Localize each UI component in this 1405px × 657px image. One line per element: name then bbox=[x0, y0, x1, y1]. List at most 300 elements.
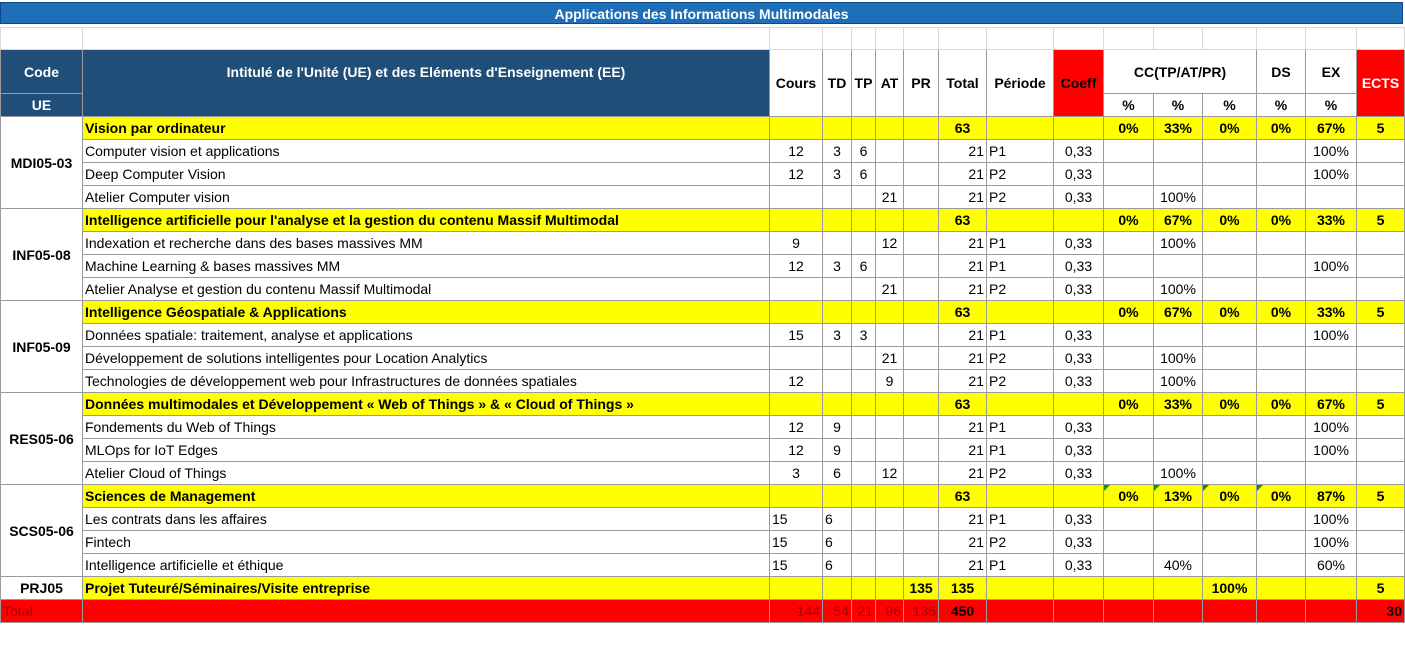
header-ex: EX bbox=[1306, 50, 1357, 94]
empty-cell bbox=[852, 117, 876, 140]
total-cours: 144 bbox=[770, 600, 823, 623]
ee-cc-at bbox=[1154, 163, 1203, 186]
ee-td: 3 bbox=[823, 163, 852, 186]
empty-cell bbox=[904, 301, 939, 324]
ee-row bbox=[1, 416, 1405, 439]
empty-cell bbox=[823, 209, 852, 232]
ee-total: 21 bbox=[939, 255, 987, 278]
ee-at: 21 bbox=[876, 186, 904, 209]
ue-ds: 0% bbox=[1257, 117, 1306, 140]
empty-cell bbox=[987, 117, 1054, 140]
ee-tp: 6 bbox=[852, 163, 876, 186]
empty-cell bbox=[1257, 577, 1306, 600]
empty-cell bbox=[987, 600, 1054, 623]
empty-cell bbox=[876, 301, 904, 324]
ue-row bbox=[1, 301, 1405, 324]
ee-pr bbox=[904, 439, 939, 462]
ee-coeff: 0,33 bbox=[1054, 278, 1104, 301]
ue-name: Données multimodales et Développement « Web of Things » & « Cloud of Things » bbox=[83, 393, 770, 416]
ee-cc-tp bbox=[1104, 416, 1154, 439]
ee-total: 21 bbox=[939, 186, 987, 209]
ee-ds bbox=[1257, 554, 1306, 577]
ee-ex bbox=[1306, 278, 1357, 301]
ee-at bbox=[876, 508, 904, 531]
empty-cell bbox=[770, 393, 823, 416]
ee-tp bbox=[852, 554, 876, 577]
ee-row bbox=[1, 531, 1405, 554]
ee-row bbox=[1, 232, 1405, 255]
header-coeff: Coeff bbox=[1054, 50, 1104, 117]
ee-coeff: 0,33 bbox=[1054, 324, 1104, 347]
ue-cc-pr: 0% bbox=[1203, 209, 1257, 232]
ee-at bbox=[876, 140, 904, 163]
ee-ds bbox=[1257, 324, 1306, 347]
prj-name: Projet Tuteuré/Séminaires/Visite entreprise bbox=[83, 577, 770, 600]
prj-cc-pr: 100% bbox=[1203, 577, 1257, 600]
ee-cc-at: 100% bbox=[1154, 278, 1203, 301]
empty-cell bbox=[1104, 577, 1154, 600]
ee-periode: P2 bbox=[987, 278, 1054, 301]
ue-cc-pr: 0% bbox=[1203, 301, 1257, 324]
ue-ex: 87% bbox=[1306, 485, 1357, 508]
ee-total: 21 bbox=[939, 324, 987, 347]
ee-cc-pr bbox=[1203, 255, 1257, 278]
ee-periode: P1 bbox=[987, 324, 1054, 347]
ee-ds bbox=[1257, 531, 1306, 554]
ue-code: SCS05-06 bbox=[1, 485, 83, 577]
ue-cc-pr: 0% bbox=[1203, 117, 1257, 140]
ue-total: 63 bbox=[939, 301, 987, 324]
header-pct: % bbox=[1257, 94, 1306, 117]
header-pct: % bbox=[1203, 94, 1257, 117]
ee-td bbox=[823, 347, 852, 370]
ee-ex: 100% bbox=[1306, 324, 1357, 347]
ee-pr bbox=[904, 278, 939, 301]
total-ects: 30 bbox=[1357, 600, 1405, 623]
ee-pr bbox=[904, 462, 939, 485]
header-total: Total bbox=[939, 50, 987, 117]
ee-cc-pr bbox=[1203, 324, 1257, 347]
ee-td: 6 bbox=[823, 508, 852, 531]
ee-pr bbox=[904, 324, 939, 347]
ee-name: Atelier Computer vision bbox=[83, 186, 770, 209]
ee-ex: 100% bbox=[1306, 255, 1357, 278]
empty-cell bbox=[1054, 485, 1104, 508]
header-periode: Période bbox=[987, 50, 1054, 117]
ee-cc-tp bbox=[1104, 439, 1154, 462]
ee-ex bbox=[1306, 347, 1357, 370]
ee-cours: 3 bbox=[770, 462, 823, 485]
ee-ds bbox=[1257, 462, 1306, 485]
ee-name: Intelligence artificielle et éthique bbox=[83, 554, 770, 577]
ee-total: 21 bbox=[939, 370, 987, 393]
ee-name: Technologies de développement web pour Infrastructures de données spatiales bbox=[83, 370, 770, 393]
ue-cc-tp: 0% bbox=[1104, 485, 1154, 508]
header-cc: CC(TP/AT/PR) bbox=[1104, 50, 1257, 94]
total-total: 450 bbox=[939, 600, 987, 623]
ee-tp bbox=[852, 462, 876, 485]
prj-code: PRJ05 bbox=[1, 577, 83, 600]
empty-cell bbox=[876, 209, 904, 232]
ee-at: 12 bbox=[876, 232, 904, 255]
ee-periode: P2 bbox=[987, 370, 1054, 393]
ee-row bbox=[1, 347, 1405, 370]
ue-cc-at: 67% bbox=[1154, 209, 1203, 232]
ee-cc-pr bbox=[1203, 370, 1257, 393]
ee-ex: 100% bbox=[1306, 163, 1357, 186]
ee-tp bbox=[852, 278, 876, 301]
ee-cc-at bbox=[1154, 531, 1203, 554]
ee-pr bbox=[904, 140, 939, 163]
ee-periode: P1 bbox=[987, 439, 1054, 462]
ee-pr bbox=[904, 255, 939, 278]
ee-coeff: 0,33 bbox=[1054, 462, 1104, 485]
ue-total: 63 bbox=[939, 393, 987, 416]
ue-ex: 67% bbox=[1306, 117, 1357, 140]
ee-cc-tp bbox=[1104, 508, 1154, 531]
ee-cc-at: 40% bbox=[1154, 554, 1203, 577]
ee-cc-pr bbox=[1203, 508, 1257, 531]
ee-coeff: 0,33 bbox=[1054, 347, 1104, 370]
page-title: Applications des Informations Multimodales bbox=[0, 2, 1403, 24]
empty-cell bbox=[1306, 600, 1357, 623]
ee-total: 21 bbox=[939, 416, 987, 439]
ue-cc-pr: 0% bbox=[1203, 485, 1257, 508]
ee-coeff: 0,33 bbox=[1054, 508, 1104, 531]
ee-total: 21 bbox=[939, 508, 987, 531]
ue-row bbox=[1, 393, 1405, 416]
ee-td: 6 bbox=[823, 531, 852, 554]
ue-total: 63 bbox=[939, 117, 987, 140]
total-tp: 21 bbox=[852, 600, 876, 623]
ee-cc-tp bbox=[1104, 278, 1154, 301]
ee-ex: 60% bbox=[1306, 554, 1357, 577]
ee-coeff: 0,33 bbox=[1054, 439, 1104, 462]
ee-td: 3 bbox=[823, 255, 852, 278]
total-pr: 135 bbox=[904, 600, 939, 623]
header-ds: DS bbox=[1257, 50, 1306, 94]
ee-cc-pr bbox=[1203, 347, 1257, 370]
ee-periode: P1 bbox=[987, 554, 1054, 577]
ee-cc-at bbox=[1154, 140, 1203, 163]
header-pct: % bbox=[1104, 94, 1154, 117]
empty-cell bbox=[904, 393, 939, 416]
ee-ds bbox=[1257, 347, 1306, 370]
empty-cell bbox=[904, 117, 939, 140]
ee-ds bbox=[1257, 255, 1306, 278]
empty-cell bbox=[1054, 117, 1104, 140]
header-pct: % bbox=[1154, 94, 1203, 117]
ee-cc-pr bbox=[1203, 278, 1257, 301]
empty-cell bbox=[852, 577, 876, 600]
empty-cell bbox=[1054, 600, 1104, 623]
ee-row bbox=[1, 324, 1405, 347]
ee-name: Indexation et recherche dans des bases massives MM bbox=[83, 232, 770, 255]
ee-td: 6 bbox=[823, 462, 852, 485]
ee-name: Deep Computer Vision bbox=[83, 163, 770, 186]
header-td: TD bbox=[823, 50, 852, 117]
total-at: 96 bbox=[876, 600, 904, 623]
ee-ds bbox=[1257, 370, 1306, 393]
ue-cc-at: 13% bbox=[1154, 485, 1203, 508]
ee-at: 21 bbox=[876, 347, 904, 370]
ee-td bbox=[823, 370, 852, 393]
empty-cell bbox=[1154, 600, 1203, 623]
ue-ex: 67% bbox=[1306, 393, 1357, 416]
ee-cours: 15 bbox=[770, 531, 823, 554]
prj-row bbox=[1, 577, 1405, 600]
ee-tp: 6 bbox=[852, 255, 876, 278]
ee-at bbox=[876, 554, 904, 577]
ue-cc-at: 67% bbox=[1154, 301, 1203, 324]
header-ue: UE bbox=[1, 94, 83, 117]
ee-pr bbox=[904, 554, 939, 577]
ue-ex: 33% bbox=[1306, 209, 1357, 232]
ee-cours: 12 bbox=[770, 416, 823, 439]
ee-row bbox=[1, 186, 1405, 209]
ee-pr bbox=[904, 531, 939, 554]
ee-coeff: 0,33 bbox=[1054, 232, 1104, 255]
ee-tp: 3 bbox=[852, 324, 876, 347]
ee-cours: 12 bbox=[770, 163, 823, 186]
ee-cc-tp bbox=[1104, 462, 1154, 485]
ee-cc-pr bbox=[1203, 439, 1257, 462]
ee-ds bbox=[1257, 163, 1306, 186]
ee-cours: 12 bbox=[770, 370, 823, 393]
ee-ds bbox=[1257, 508, 1306, 531]
ee-name: Machine Learning & bases massives MM bbox=[83, 255, 770, 278]
ee-cc-tp bbox=[1104, 140, 1154, 163]
ee-total: 21 bbox=[939, 439, 987, 462]
empty-cell bbox=[770, 209, 823, 232]
ee-tp: 6 bbox=[852, 140, 876, 163]
ee-td: 3 bbox=[823, 140, 852, 163]
ee-cours: 12 bbox=[770, 439, 823, 462]
empty-cell bbox=[876, 393, 904, 416]
ee-total: 21 bbox=[939, 140, 987, 163]
curriculum-table bbox=[0, 27, 1405, 623]
ee-row bbox=[1, 439, 1405, 462]
ue-ects: 5 bbox=[1357, 393, 1405, 416]
empty-cell bbox=[852, 485, 876, 508]
ue-ds: 0% bbox=[1257, 301, 1306, 324]
ee-cc-tp bbox=[1104, 186, 1154, 209]
ee-total: 21 bbox=[939, 347, 987, 370]
empty-cell bbox=[1357, 186, 1405, 209]
empty-cell bbox=[876, 117, 904, 140]
ee-ex: 100% bbox=[1306, 508, 1357, 531]
ee-pr bbox=[904, 508, 939, 531]
empty-cell bbox=[1054, 209, 1104, 232]
ee-total: 21 bbox=[939, 163, 987, 186]
ee-tp bbox=[852, 186, 876, 209]
ee-total: 21 bbox=[939, 462, 987, 485]
ee-ex bbox=[1306, 370, 1357, 393]
ee-cc-tp bbox=[1104, 554, 1154, 577]
ee-name: Atelier Cloud of Things bbox=[83, 462, 770, 485]
header-pr: PR bbox=[904, 50, 939, 117]
ue-row bbox=[1, 485, 1405, 508]
ee-ex bbox=[1306, 462, 1357, 485]
ue-name: Intelligence artificielle pour l'analyse et la gestion du contenu Massif Multimodal bbox=[83, 209, 770, 232]
ue-cc-at: 33% bbox=[1154, 393, 1203, 416]
ee-ex: 100% bbox=[1306, 531, 1357, 554]
ee-pr bbox=[904, 186, 939, 209]
empty-cell bbox=[823, 393, 852, 416]
empty-cell bbox=[1357, 324, 1405, 347]
ue-name: Vision par ordinateur bbox=[83, 117, 770, 140]
ee-periode: P1 bbox=[987, 508, 1054, 531]
ee-row bbox=[1, 140, 1405, 163]
ee-cc-tp bbox=[1104, 163, 1154, 186]
ee-tp bbox=[852, 370, 876, 393]
empty-cell bbox=[1357, 347, 1405, 370]
ee-name: Les contrats dans les affaires bbox=[83, 508, 770, 531]
ue-cc-tp: 0% bbox=[1104, 301, 1154, 324]
ee-cc-at bbox=[1154, 416, 1203, 439]
ee-ds bbox=[1257, 278, 1306, 301]
ee-coeff: 0,33 bbox=[1054, 186, 1104, 209]
ee-cc-pr bbox=[1203, 462, 1257, 485]
empty-cell bbox=[1054, 393, 1104, 416]
ee-at: 21 bbox=[876, 278, 904, 301]
empty-cell bbox=[1054, 301, 1104, 324]
ee-name: Computer vision et applications bbox=[83, 140, 770, 163]
ee-cc-pr bbox=[1203, 416, 1257, 439]
ee-cc-at bbox=[1154, 508, 1203, 531]
ee-cours: 15 bbox=[770, 508, 823, 531]
ue-ds: 0% bbox=[1257, 393, 1306, 416]
empty-cell bbox=[876, 485, 904, 508]
ee-periode: P1 bbox=[987, 255, 1054, 278]
ee-ex: 100% bbox=[1306, 416, 1357, 439]
ee-at bbox=[876, 324, 904, 347]
ee-ds bbox=[1257, 140, 1306, 163]
empty-cell bbox=[1257, 600, 1306, 623]
ue-code: INF05-09 bbox=[1, 301, 83, 393]
ee-cc-at: 100% bbox=[1154, 186, 1203, 209]
ee-td: 3 bbox=[823, 324, 852, 347]
empty-cell bbox=[1357, 163, 1405, 186]
ee-cc-pr bbox=[1203, 163, 1257, 186]
empty-cell bbox=[852, 393, 876, 416]
ee-tp bbox=[852, 531, 876, 554]
ee-cc-pr bbox=[1203, 232, 1257, 255]
ee-tp bbox=[852, 508, 876, 531]
ee-td: 6 bbox=[823, 554, 852, 577]
ee-name: Atelier Analyse et gestion du contenu Massif Multimodal bbox=[83, 278, 770, 301]
ee-cours: 12 bbox=[770, 140, 823, 163]
ee-td: 9 bbox=[823, 439, 852, 462]
ue-ex: 33% bbox=[1306, 301, 1357, 324]
ee-cc-tp bbox=[1104, 370, 1154, 393]
prj-ects: 5 bbox=[1357, 577, 1405, 600]
empty-cell bbox=[1357, 370, 1405, 393]
empty-cell bbox=[770, 577, 823, 600]
ee-ds bbox=[1257, 232, 1306, 255]
ue-ds: 0% bbox=[1257, 209, 1306, 232]
empty-cell bbox=[987, 393, 1054, 416]
empty-cell bbox=[987, 301, 1054, 324]
ee-row bbox=[1, 554, 1405, 577]
empty-cell bbox=[852, 209, 876, 232]
ee-name: Fintech bbox=[83, 531, 770, 554]
prj-pr: 135 bbox=[904, 577, 939, 600]
empty-cell bbox=[1357, 439, 1405, 462]
ee-cc-at: 100% bbox=[1154, 347, 1203, 370]
ue-ds: 0% bbox=[1257, 485, 1306, 508]
ee-row bbox=[1, 462, 1405, 485]
ue-name: Intelligence Géospatiale & Applications bbox=[83, 301, 770, 324]
ee-pr bbox=[904, 163, 939, 186]
header-ects: ECTS bbox=[1357, 50, 1405, 117]
empty-cell bbox=[1306, 577, 1357, 600]
ee-name: Données spatiale: traitement, analyse et applications bbox=[83, 324, 770, 347]
ee-coeff: 0,33 bbox=[1054, 255, 1104, 278]
ee-row bbox=[1, 163, 1405, 186]
ee-cc-tp bbox=[1104, 324, 1154, 347]
empty-cell bbox=[1357, 232, 1405, 255]
empty-cell bbox=[852, 301, 876, 324]
ee-total: 21 bbox=[939, 232, 987, 255]
ee-ds bbox=[1257, 439, 1306, 462]
ee-cours: 15 bbox=[770, 324, 823, 347]
total-td: 54 bbox=[823, 600, 852, 623]
header-row-1 bbox=[1, 50, 1405, 94]
ee-td bbox=[823, 232, 852, 255]
empty-cell bbox=[823, 301, 852, 324]
ee-cours: 15 bbox=[770, 554, 823, 577]
ee-periode: P2 bbox=[987, 186, 1054, 209]
empty-cell bbox=[1357, 255, 1405, 278]
ee-ex bbox=[1306, 232, 1357, 255]
ee-total: 21 bbox=[939, 554, 987, 577]
ee-ex: 100% bbox=[1306, 140, 1357, 163]
ue-code: INF05-08 bbox=[1, 209, 83, 301]
ee-tp bbox=[852, 232, 876, 255]
ue-cc-tp: 0% bbox=[1104, 117, 1154, 140]
total-row bbox=[1, 600, 1405, 623]
ee-periode: P2 bbox=[987, 347, 1054, 370]
ue-code: RES05-06 bbox=[1, 393, 83, 485]
empty-cell bbox=[1357, 554, 1405, 577]
empty-cell bbox=[83, 600, 770, 623]
ee-coeff: 0,33 bbox=[1054, 140, 1104, 163]
total-label: Total bbox=[1, 600, 83, 623]
empty-cell bbox=[1357, 531, 1405, 554]
ee-cc-tp bbox=[1104, 232, 1154, 255]
ee-td bbox=[823, 278, 852, 301]
empty-cell bbox=[987, 577, 1054, 600]
empty-cell bbox=[1357, 140, 1405, 163]
ue-cc-tp: 0% bbox=[1104, 209, 1154, 232]
ee-coeff: 0,33 bbox=[1054, 531, 1104, 554]
ee-coeff: 0,33 bbox=[1054, 370, 1104, 393]
ee-pr bbox=[904, 347, 939, 370]
ee-cours: 12 bbox=[770, 255, 823, 278]
empty-cell bbox=[823, 577, 852, 600]
ee-pr bbox=[904, 370, 939, 393]
ee-ex bbox=[1306, 186, 1357, 209]
ee-periode: P1 bbox=[987, 232, 1054, 255]
ee-name: Développement de solutions intelligentes pour Location Analytics bbox=[83, 347, 770, 370]
ee-td: 9 bbox=[823, 416, 852, 439]
ee-tp bbox=[852, 416, 876, 439]
empty-cell bbox=[823, 117, 852, 140]
ue-code: MDI05-03 bbox=[1, 117, 83, 209]
header-cours: Cours bbox=[770, 50, 823, 117]
ee-at: 12 bbox=[876, 462, 904, 485]
